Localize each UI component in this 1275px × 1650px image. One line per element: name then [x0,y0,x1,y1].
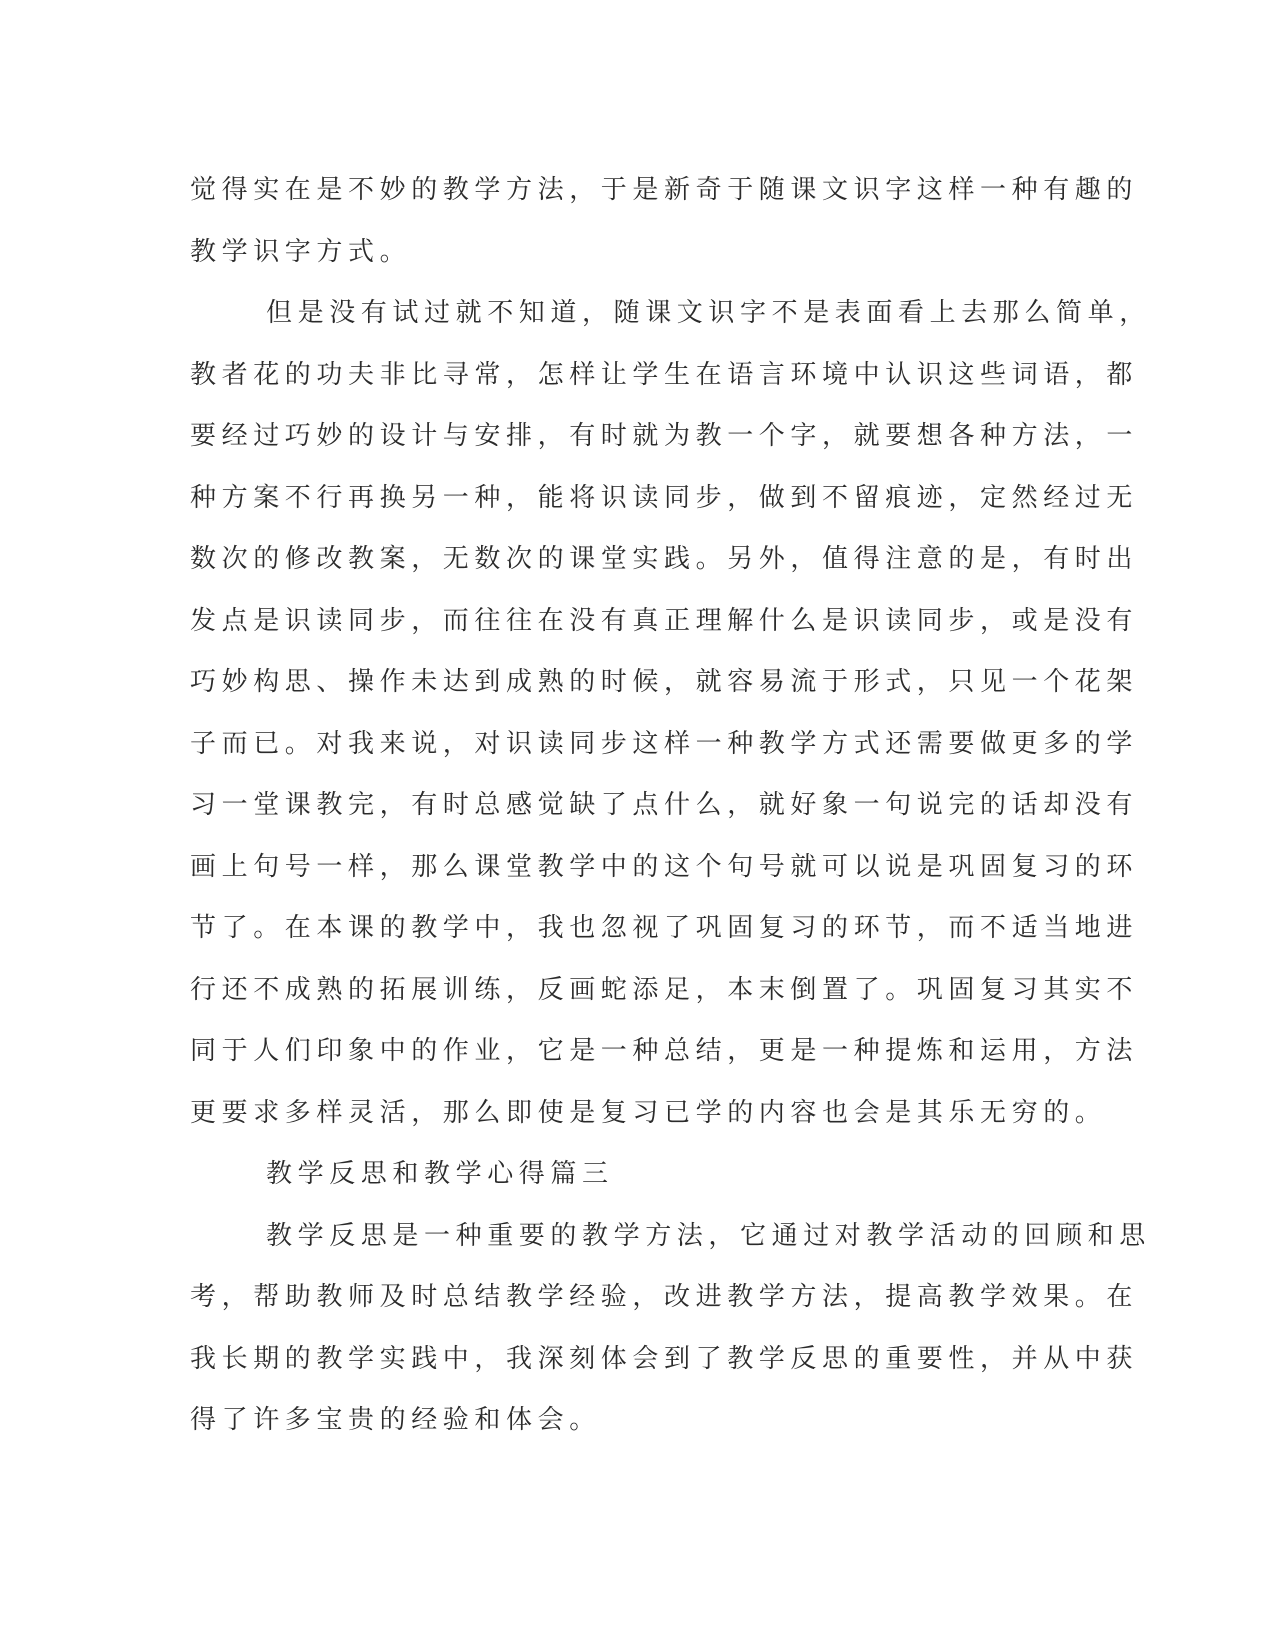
text-line: 考，帮助教师及时总结教学经验，改进教学方法，提高教学效果。在 [190,1282,1139,1312]
text-line: 发点是识读同步，而往往在没有真正理解什么是识读同步，或是没有 [190,605,1139,636]
paragraph-1 [190,160,1139,283]
text-line: 子而已。对我来说，对识读同步这样一种教学方式还需要做更多的学 [190,728,1139,759]
text-line: 同于人们印象中的作业，它是一种总结，更是一种提炼和运用，方法 [190,1036,1139,1066]
text-line: 数次的修改教案，无数次的课堂实践。另外，值得注意的是，有时出 [190,544,1139,574]
text-line: 要经过巧妙的设计与安排，有时就为教一个字，就要想各种方法，一 [190,421,1139,451]
text-line: 行还不成熟的拓展训练，反画蛇添足，本末倒置了。巩固复习其实不 [190,974,1139,1005]
text-line: 种方案不行再换另一种，能将识读同步，做到不留痕迹，定然经过无 [190,482,1139,513]
text-line: 更要求多样灵活，那么即使是复习已学的内容也会是其乐无穷的。 [190,1097,1107,1128]
text-line: 巧妙构思、操作未达到成熟的时候，就容易流于形式，只见一个花架 [190,667,1139,697]
paragraph-2 [190,283,1151,1144]
text-line: 但是没有试过就不知道，随课文识字不是表面看上去那么简单， [266,298,1151,328]
text-line: 得了许多宝贵的经验和体会。 [190,1405,601,1435]
text-line: 教学识字方式。 [190,236,412,267]
document-body [190,160,1151,1452]
text-line: 教者花的功夫非比寻常，怎样让学生在语言环境中认识这些词语，都 [190,359,1139,390]
heading-text: 教学反思和教学心得篇三 [266,1159,614,1189]
text-line: 节了。在本课的教学中，我也忽视了巩固复习的环节，而不适当地进 [190,913,1139,943]
paragraph-3 [190,1206,1151,1452]
text-line: 画上句号一样，那么课堂教学中的这个句号就可以说是巩固复习的环 [190,851,1139,882]
text-line: 觉得实在是不妙的教学方法，于是新奇于随课文识字这样一种有趣的 [190,175,1139,205]
section-heading [190,1144,1090,1206]
text-line: 习一堂课教完，有时总感觉缺了点什么，就好象一句说完的话却没有 [190,790,1139,820]
text-line: 教学反思是一种重要的教学方法，它通过对教学活动的回顾和思 [266,1220,1151,1251]
text-line: 我长期的教学实践中，我深刻体会到了教学反思的重要性，并从中获 [190,1343,1139,1374]
